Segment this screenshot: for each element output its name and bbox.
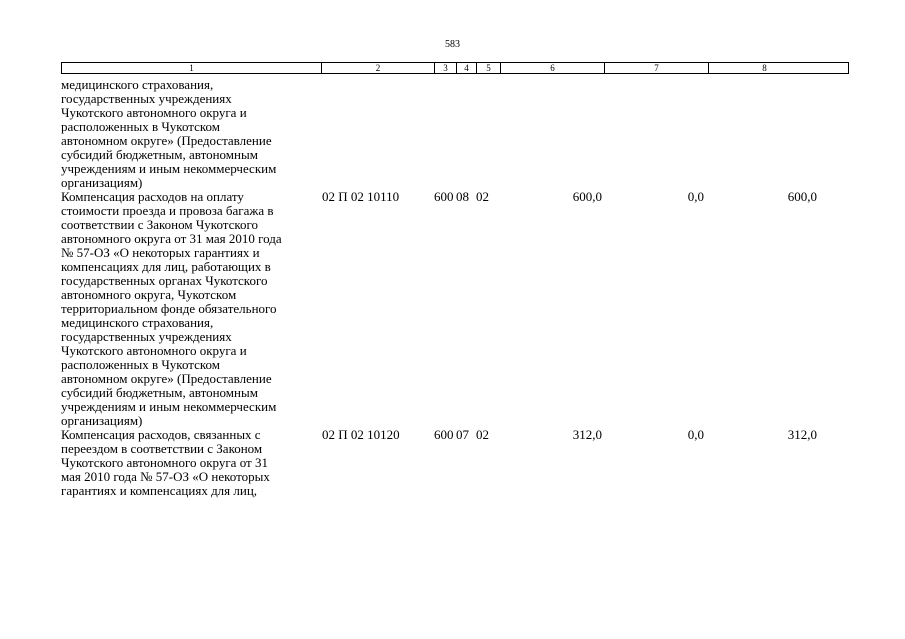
row-pr: 02: [476, 189, 489, 204]
row-code: 02 П 02 10110: [322, 189, 400, 204]
row-value-7: 0,0: [687, 427, 704, 442]
table-row: [61, 190, 849, 428]
header-col-8: 8: [762, 63, 767, 73]
page-number: 583: [445, 39, 460, 50]
row-pr: 02: [476, 427, 489, 442]
table-row: [61, 78, 849, 190]
row-rz: 07: [456, 427, 469, 442]
row-name: медицинского страхования, государственных учреждениях Чукотского автономного округа и расположенных в Чукотском автономном округе» (Предоставление субсидий бюджетным, автономным учреждениям и иным некоммерческим организациям): [61, 77, 277, 190]
table-header-row: [61, 62, 849, 74]
row-name: Компенсация расходов на оплату стоимости проезда и провоза багажа в соответствии с Законом Чукотского автономного округа от 31 мая 2010 года № 57-ОЗ «О некоторых гарантиях и компенсациях для лиц, работающих в государственных органах Чукотского автономного округа, Чукотском территориальном фонде обязательного медицинского страхования, государственных учреждениях Чукотского автономного округа и расположенных в Чукотском автономном округе» (Предоставление субсидий бюджетным, автономным учреждениям и иным некоммерческим организациям): [61, 189, 282, 428]
row-code: 02 П 02 10120: [322, 427, 400, 442]
header-col-5: 5: [477, 63, 501, 73]
header-col-7: 7: [605, 63, 709, 73]
row-value-7: 0,0: [687, 189, 704, 204]
row-vr: 600: [434, 189, 454, 204]
row-value-6: 312,0: [572, 427, 602, 442]
table-row: [61, 428, 849, 498]
header-col-2: 2: [322, 63, 435, 73]
header-col-1: 1: [62, 63, 322, 73]
header-col-6: 6: [501, 63, 605, 73]
row-rz: 08: [456, 189, 469, 204]
header-col-3: 3: [435, 63, 457, 73]
row-value-6: 600,0: [572, 189, 602, 204]
row-name: Компенсация расходов, связанных с переездом в соответствии с Законом Чукотского автономного округа от 31 мая 2010 года № 57-ОЗ «О некоторых гарантиях и компенсациях для лиц,: [61, 427, 270, 498]
row-value-8: 312,0: [787, 427, 817, 442]
header-col-4: 4: [457, 63, 477, 73]
row-value-8: 600,0: [787, 189, 817, 204]
row-vr: 600: [434, 427, 454, 442]
table-body: [61, 78, 849, 498]
